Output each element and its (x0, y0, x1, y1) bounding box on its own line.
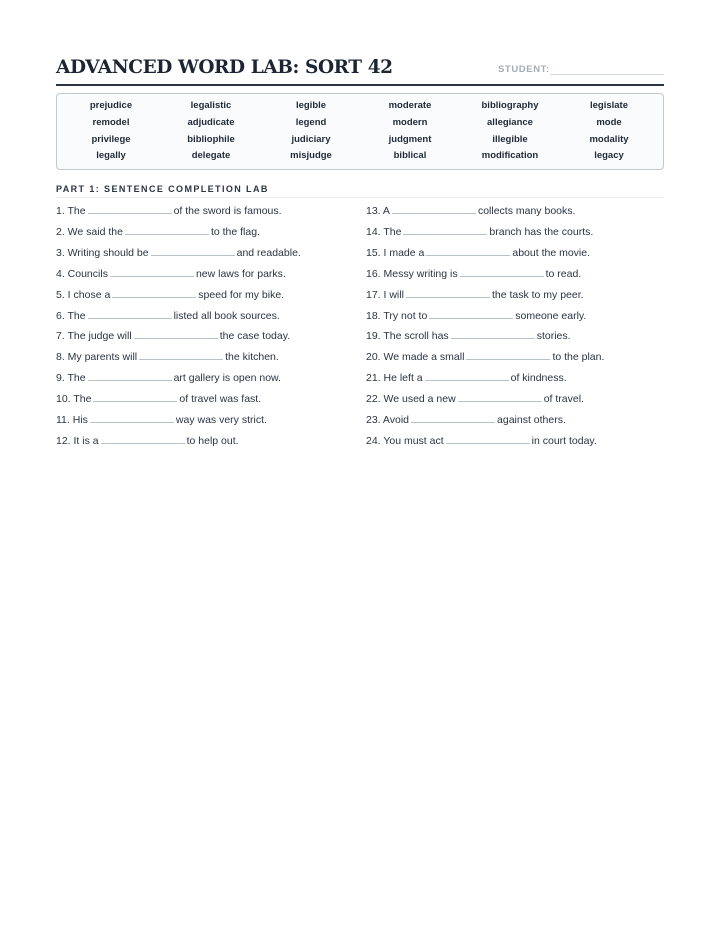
word-bank-item: privilege (91, 134, 131, 145)
sentence-suffix: in court today. (531, 434, 597, 447)
word-bank-item: legalistic (190, 100, 232, 111)
answer-blank[interactable] (134, 328, 218, 339)
answer-blank[interactable] (466, 349, 550, 360)
answer-blank[interactable] (403, 224, 487, 235)
sentence-suffix: about the movie. (512, 246, 591, 259)
sentence-suffix: someone early. (515, 309, 587, 322)
sentence-suffix: new laws for parks. (195, 267, 286, 280)
student-label: STUDENT: (498, 64, 550, 75)
answer-blank[interactable] (88, 370, 172, 381)
section-divider (56, 197, 664, 198)
sentence-suffix: the kitchen. (225, 351, 279, 364)
sentence-prefix: 22. We used a new (366, 393, 456, 406)
sentence-suffix: stories. (536, 330, 571, 343)
sentence-item (366, 308, 586, 323)
sentence-prefix: 7. The judge will (56, 330, 132, 343)
sentence-suffix: to the plan. (552, 351, 605, 364)
sentence-item (56, 245, 301, 260)
word-bank-item: remodel (92, 117, 130, 128)
sentence-suffix: the task to my peer. (491, 288, 584, 301)
sentence-item (56, 224, 260, 239)
word-bank (56, 93, 664, 170)
sentence-suffix: of travel. (543, 393, 584, 406)
word-bank-item: modification (481, 150, 539, 161)
word-bank-item: modern (392, 117, 428, 128)
word-bank-item: legend (295, 117, 327, 128)
answer-blank[interactable] (101, 433, 185, 444)
sentence-suffix: speed for my bike. (198, 288, 285, 301)
sentence-prefix: 8. My parents will (56, 351, 138, 364)
sentence-item (56, 370, 281, 385)
sentence-suffix: to the flag. (210, 225, 260, 238)
sentence-item (366, 328, 571, 343)
sentence-item (366, 391, 584, 406)
sentence-item (366, 370, 567, 385)
sentence-item (366, 287, 584, 302)
sentence-suffix: and readable. (236, 246, 301, 259)
answer-blank[interactable] (151, 245, 235, 256)
student-name-line[interactable] (550, 74, 664, 75)
answer-blank[interactable] (392, 203, 476, 214)
sentence-suffix: branch has the courts. (489, 225, 594, 238)
sentence-suffix: against others. (497, 414, 566, 426)
sentence-prefix: 15. I made a (366, 246, 425, 259)
answer-blank[interactable] (125, 224, 209, 235)
answer-blank[interactable] (139, 349, 223, 360)
sentence-suffix: way was very strict. (175, 414, 267, 426)
word-bank-item: biblical (393, 150, 427, 161)
sentence-item (56, 308, 280, 323)
word-bank-item: bibliography (481, 100, 539, 111)
section-title: PART 1: SENTENCE COMPLETION LAB (56, 184, 269, 194)
sentence-item (366, 245, 590, 260)
sentence-suffix: to help out. (186, 434, 239, 447)
sentence-item (56, 328, 290, 343)
sentence-prefix: 18. Try not to (366, 309, 428, 322)
sentence-item (56, 203, 282, 218)
sentence-item (366, 412, 566, 427)
sentence-suffix: of kindness. (510, 372, 567, 385)
sentence-prefix: 11. His (56, 414, 88, 426)
answer-blank[interactable] (90, 412, 174, 423)
answer-blank[interactable] (451, 328, 535, 339)
sentence-prefix: 13. A (366, 205, 390, 217)
sentence-suffix: of the sword is famous. (173, 205, 282, 217)
sentence-prefix: 5. I chose a (56, 288, 111, 301)
page-title: ADVANCED WORD LAB: SORT 42 (56, 57, 393, 78)
sentence-item (366, 349, 604, 364)
answer-blank[interactable] (425, 370, 509, 381)
word-bank-item: moderate (388, 100, 432, 111)
word-bank-item: misjudge (290, 150, 332, 161)
answer-blank[interactable] (446, 433, 530, 444)
sentence-suffix: art gallery is open now. (173, 372, 281, 385)
sentence-prefix: 4. Councils (56, 267, 108, 280)
sentence-prefix: 23. Avoid (366, 414, 410, 426)
sentence-suffix: listed all book sources. (173, 309, 280, 322)
answer-blank[interactable] (88, 203, 172, 214)
sentence-prefix: 2. We said the (56, 225, 123, 238)
answer-blank[interactable] (426, 245, 510, 256)
answer-blank[interactable] (110, 266, 194, 277)
sentence-item (366, 203, 575, 218)
sentence-suffix: of travel was fast. (179, 393, 262, 406)
sentence-prefix: 19. The scroll has (366, 330, 449, 343)
word-bank-item: judgment (388, 134, 432, 145)
word-bank-item: illegible (492, 134, 528, 145)
answer-blank[interactable] (406, 287, 490, 298)
worksheet-header (56, 57, 664, 85)
answer-blank[interactable] (112, 287, 196, 298)
word-bank-item: legislate (589, 100, 629, 111)
sentence-prefix: 24. You must act (366, 434, 444, 447)
answer-blank[interactable] (93, 391, 177, 402)
word-bank-item: prejudice (89, 100, 133, 111)
sentence-suffix: collects many books. (477, 205, 576, 217)
header-divider (56, 84, 664, 86)
sentence-suffix: the case today. (219, 330, 291, 343)
sentence-prefix: 20. We made a small (366, 351, 465, 364)
answer-blank[interactable] (429, 308, 513, 319)
sentence-item (56, 412, 267, 427)
sentence-prefix: 16. Messy writing is (366, 267, 458, 280)
sentence-prefix: 17. I will (366, 288, 404, 301)
sentence-prefix: 1. The (56, 205, 86, 217)
sentence-suffix: to read. (545, 267, 582, 280)
sentence-item (366, 224, 593, 239)
answer-blank[interactable] (88, 308, 172, 319)
sentence-item (56, 433, 239, 448)
word-bank-item: mode (596, 117, 622, 128)
word-bank-item: legally (96, 150, 126, 161)
sentence-item (56, 349, 279, 364)
sentence-prefix: 9. The (56, 372, 86, 385)
sentence-prefix: 21. He left a (366, 372, 423, 385)
sentence-prefix: 10. The (56, 393, 92, 406)
sentence-prefix: 6. The (56, 309, 86, 322)
sentence-item (366, 266, 581, 281)
word-bank-item: delegate (191, 150, 231, 161)
sentence-prefix: 3. Writing should be (56, 246, 149, 259)
word-bank-item: legacy (594, 150, 624, 161)
sentence-item (56, 287, 284, 302)
word-bank-item: judiciary (291, 134, 331, 145)
word-bank-item: legible (295, 100, 327, 111)
sentence-prefix: 14. The (366, 225, 402, 238)
sentence-prefix: 12. It is a (56, 434, 99, 447)
sentence-item (366, 433, 597, 448)
answer-blank[interactable] (458, 391, 542, 402)
sentence-item (56, 266, 286, 281)
answer-blank[interactable] (460, 266, 544, 277)
sentence-item (56, 391, 261, 406)
word-bank-item: allegiance (487, 117, 533, 128)
answer-blank[interactable] (411, 412, 495, 423)
word-bank-item: modality (589, 134, 629, 145)
word-bank-item: bibliophile (187, 134, 235, 145)
word-bank-item: adjudicate (187, 117, 235, 128)
